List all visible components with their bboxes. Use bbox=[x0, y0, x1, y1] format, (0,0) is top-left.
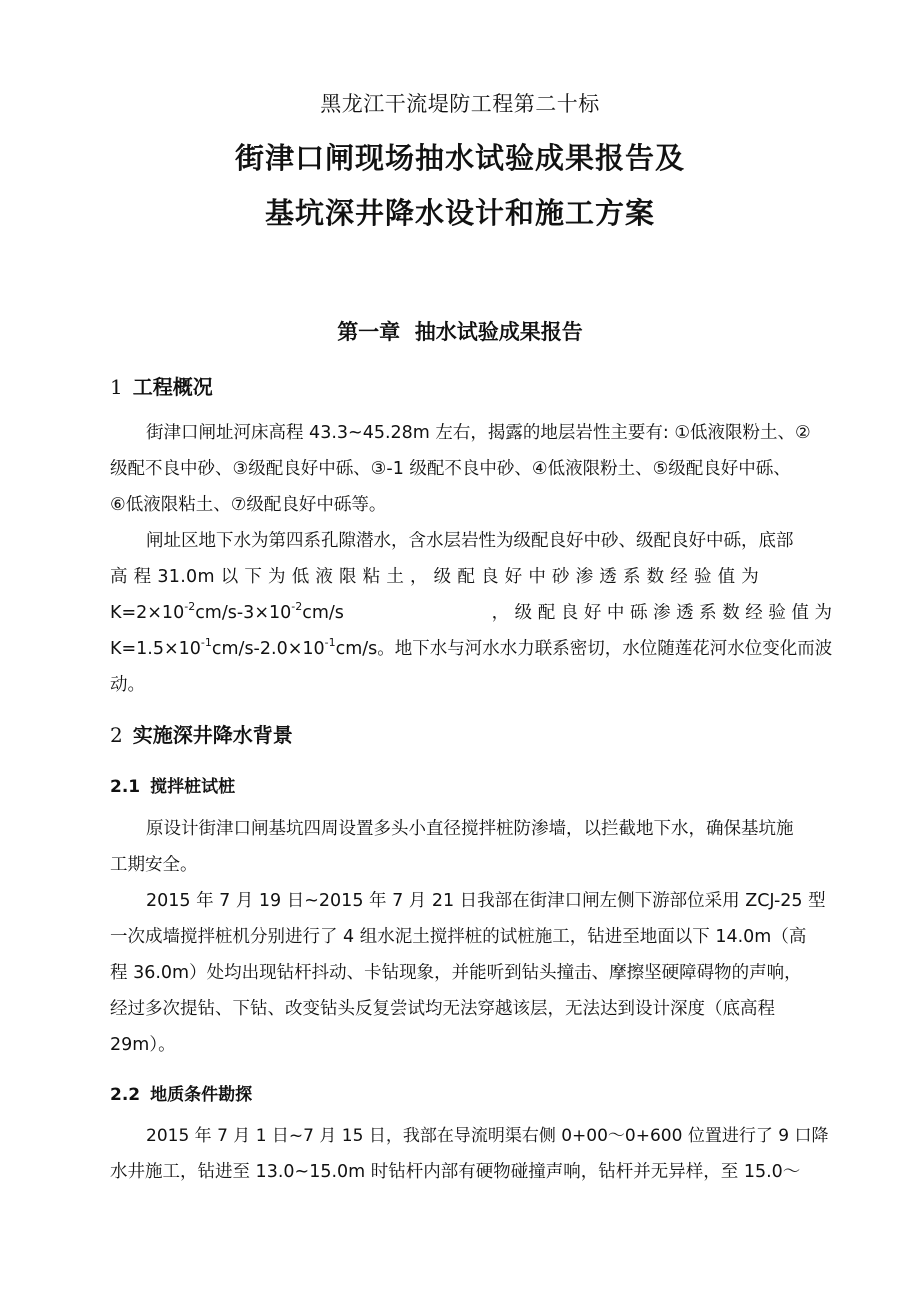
report-title-line2: 基坑深井降水设计和施工方案 bbox=[264, 196, 655, 230]
section-2-heading bbox=[110, 719, 293, 748]
text-line: 原设计街津口闸基坑四周设置多头小直径搅拌桩防渗墙，以拦截地下水，确保基坑施 bbox=[146, 819, 794, 839]
subsection-number: 2.1 bbox=[110, 777, 141, 797]
subsection-number: 2.2 bbox=[110, 1085, 141, 1105]
text-line: 程 36.0m）处均出现钻杆抖动、卡钻现象，并能听到钻头撞击、摩擦坚硬障碍物的声响， bbox=[110, 963, 802, 983]
project-subtitle: 黑龙江干流堤防工程第二十标 bbox=[320, 92, 600, 116]
subsection-title: 搅拌桩试桩 bbox=[150, 777, 236, 797]
paragraph-design bbox=[110, 811, 832, 883]
subsection-2-2-heading bbox=[110, 1080, 252, 1105]
section-title: 实施深井降水背景 bbox=[132, 723, 293, 747]
subsection-2-1-heading bbox=[110, 772, 235, 797]
text-line: 街津口闸址河床高程 43.3~45.28m 左右，揭露的地层岩性主要有: ①低液限粉土、② bbox=[146, 423, 811, 443]
chapter-heading: 第一章 抽水试验成果报告 bbox=[337, 320, 583, 344]
exponent: -2 bbox=[291, 600, 303, 614]
text-line: 动。 bbox=[110, 675, 145, 695]
text-line: 一次成墙搅拌桩机分别进行了 4 组水泥土搅拌桩的试桩施工，钻进至地面以下 14.0m（高 bbox=[110, 927, 807, 947]
formula-part: cm/s-2.0×10 bbox=[211, 639, 325, 659]
text-line: 工期安全。 bbox=[110, 855, 198, 875]
text-line bbox=[110, 595, 832, 631]
formula-part: cm/s。地下水与河水水力联系密切，水位随莲花河水位变化而波 bbox=[335, 639, 833, 659]
section-number: 2 bbox=[110, 723, 123, 747]
exponent: -1 bbox=[200, 636, 212, 650]
text-line: 水井施工，钻进至 13.0~15.0m 时钻杆内部有硬物碰撞声响，钻杆并无异样，至 15.0～ bbox=[110, 1162, 801, 1182]
formula-part: K=1.5×10 bbox=[110, 639, 201, 659]
text-fragment: 高 程 31.0m 以 下 为 低 液 限 粘 土 ， 级 配 良 好 中 砂 渗 透 系 数 经 验 值 为 bbox=[110, 567, 760, 587]
section-title: 工程概况 bbox=[132, 375, 213, 399]
text-line: 2015 年 7 月 1 日~7 月 15 日，我部在导流明渠右侧 0+00～0+600 位置进行了 9 口降 bbox=[146, 1126, 829, 1146]
text-line bbox=[110, 559, 832, 595]
formula-part: cm/s bbox=[302, 603, 344, 623]
formula-part: K=2×10 bbox=[110, 603, 185, 623]
exponent: -1 bbox=[324, 636, 336, 650]
text-line: 2015 年 7 月 19 日~2015 年 7 月 21 日我部在街津口闸左侧下游部位采用 ZCJ-25 型 bbox=[146, 891, 826, 911]
section-number: 1 bbox=[110, 375, 123, 399]
text-line: 经过多次提钻、下钻、改变钻头反复尝试均无法穿越该层，无法达到设计深度（底高程 bbox=[110, 999, 775, 1019]
paragraph-survey bbox=[110, 1118, 832, 1190]
section-1-heading bbox=[110, 371, 213, 400]
exponent: -2 bbox=[184, 600, 196, 614]
text-line bbox=[110, 631, 832, 667]
paragraph-geology bbox=[110, 415, 832, 523]
paragraph-groundwater bbox=[110, 523, 832, 703]
text-line: 闸址区地下水为第四系孔隙潜水，含水层岩性为级配良好中砂、级配良好中砾，底部 bbox=[146, 531, 794, 551]
paragraph-trial-piling bbox=[110, 883, 832, 1063]
text-fragment bbox=[110, 595, 344, 631]
text-line: 级配不良中砂、③级配良好中砾、③-1 级配不良中砂、④低液限粉土、⑤级配良好中砾、 bbox=[110, 459, 791, 479]
subsection-title: 地质条件勘探 bbox=[150, 1085, 253, 1105]
text-fragment: ， 级 配 良 好 中 砾 渗 透 系 数 经 验 值 为 bbox=[491, 603, 832, 623]
formula-part: cm/s-3×10 bbox=[195, 603, 292, 623]
text-line: ⑥低液限粘土、⑦级配良好中砾等。 bbox=[110, 495, 387, 515]
text-line: 29m）。 bbox=[110, 1035, 176, 1055]
report-title-line1: 街津口闸现场抽水试验成果报告及 bbox=[234, 141, 685, 175]
